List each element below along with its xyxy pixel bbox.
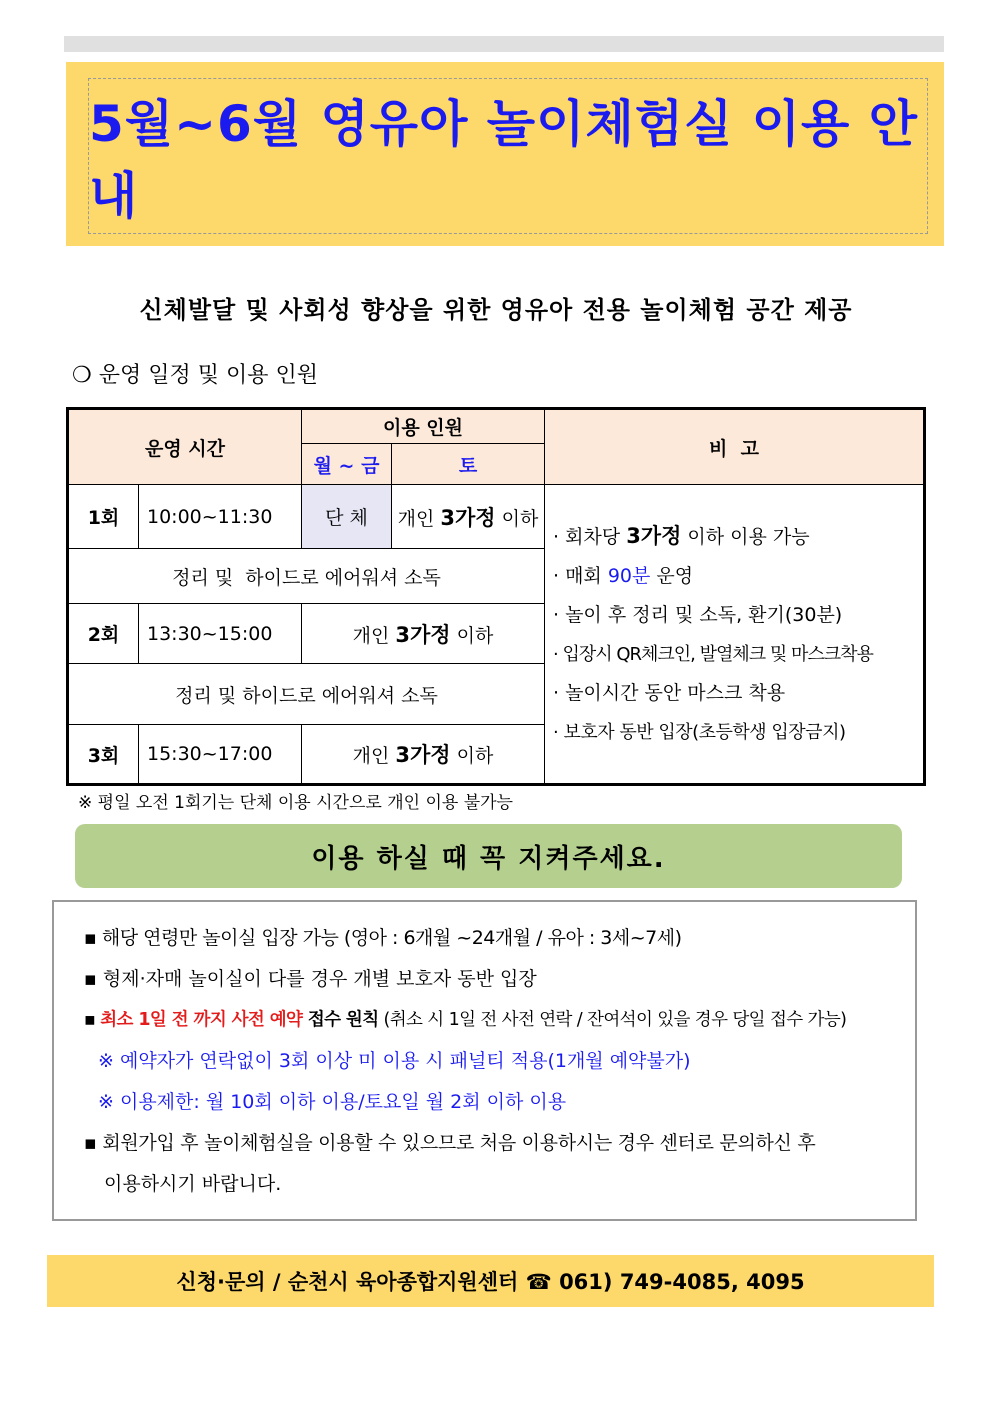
rule-subnote-limit: ※ 이용제한: 월 10회 이하 이용/토요일 월 2회 이하 이용 [98,1091,567,1113]
session-number: 3회 [68,725,139,785]
subtitle: 신체발달 및 사회성 향상을 위한 영유아 전용 놀이체험 공간 제공 [139,296,853,324]
capacity: 개인 3가정 이하 [302,604,545,664]
header-saturday: 토 [392,444,545,485]
top-divider-bar [64,36,944,52]
session-time: 15:30~17:00 [139,725,302,785]
contact-footer: 신청·문의 / 순천시 육아종합지원센터 ☎ 061) 749-4085, 4095 [47,1255,934,1307]
session-number: 2회 [68,604,139,664]
session-time: 10:00~11:30 [139,485,302,549]
cleaning-note: 정리 및 하이드로 에어워셔 소독 [68,664,545,725]
session-time: 13:30~15:00 [139,604,302,664]
rules-banner: 이용 하실 때 꼭 지켜주세요. [75,824,902,888]
table-footnote: ※ 평일 오전 1회기는 단체 이용 시간으로 개인 이용 불가능 [78,793,513,813]
rule-item: ▪ 최소 1일 전 까지 사전 예약 접수 원칙 (취소 시 1일 전 사전 연락 / 잔여석이 있을 경우 당일 접수 가능) [84,1010,847,1030]
table-row [68,485,925,549]
header-remarks: 비 고 [545,409,925,485]
capacity: 개인 3가정 이하 [302,725,545,785]
weekday-capacity: 단 체 [302,485,392,549]
rule-item: ▪ 형제·자매 놀이실이 다를 경우 개별 보호자 동반 입장 [84,968,537,990]
schedule-table [66,407,926,786]
title-dashed-frame [88,78,928,234]
title-box [66,62,944,246]
saturday-capacity: 개인 3가정 이하 [392,485,545,549]
section-heading: ❍ 운영 일정 및 이용 인원 [72,363,318,388]
remarks-list: · 회차당 3가정 이하 이용 가능 · 매회 90분 운영 · 놀이 후 정리 및 소독, 환기(30분) · 입장시 QR체크인, 발열체크 및 마스크착용 · 놀이시간 동안 마스크 착용 · 보호자 동반 입장(초등학생 입장금지) [545,485,925,785]
header-people: 이용 인원 [302,409,545,444]
rules-box [52,900,917,1221]
rule-item: ▪ 회원가입 후 놀이체험실을 이용할 수 있으므로 처음 이용하시는 경우 센터로 문의하신 후 [84,1132,816,1154]
rule-item: ▪ 해당 연령만 놀이실 입장 가능 (영아 : 6개월 ~24개월 / 유아 : 3세~7세) [84,927,682,949]
page-title: 5월~6월 영유아 놀이체험실 이용 안내 [89,95,919,225]
header-weekday: 월 ~ 금 [302,444,392,485]
cleaning-note: 정리 및 하이드로 에어워셔 소독 [68,549,545,604]
session-number: 1회 [68,485,139,549]
header-time: 운영 시간 [68,409,302,485]
rule-subnote-penalty: ※ 예약자가 연락없이 3회 이상 미 이용 시 패널티 적용(1개월 예약불가) [98,1050,691,1072]
rule-item-continued: 이용하시기 바랍니다. [104,1173,282,1195]
